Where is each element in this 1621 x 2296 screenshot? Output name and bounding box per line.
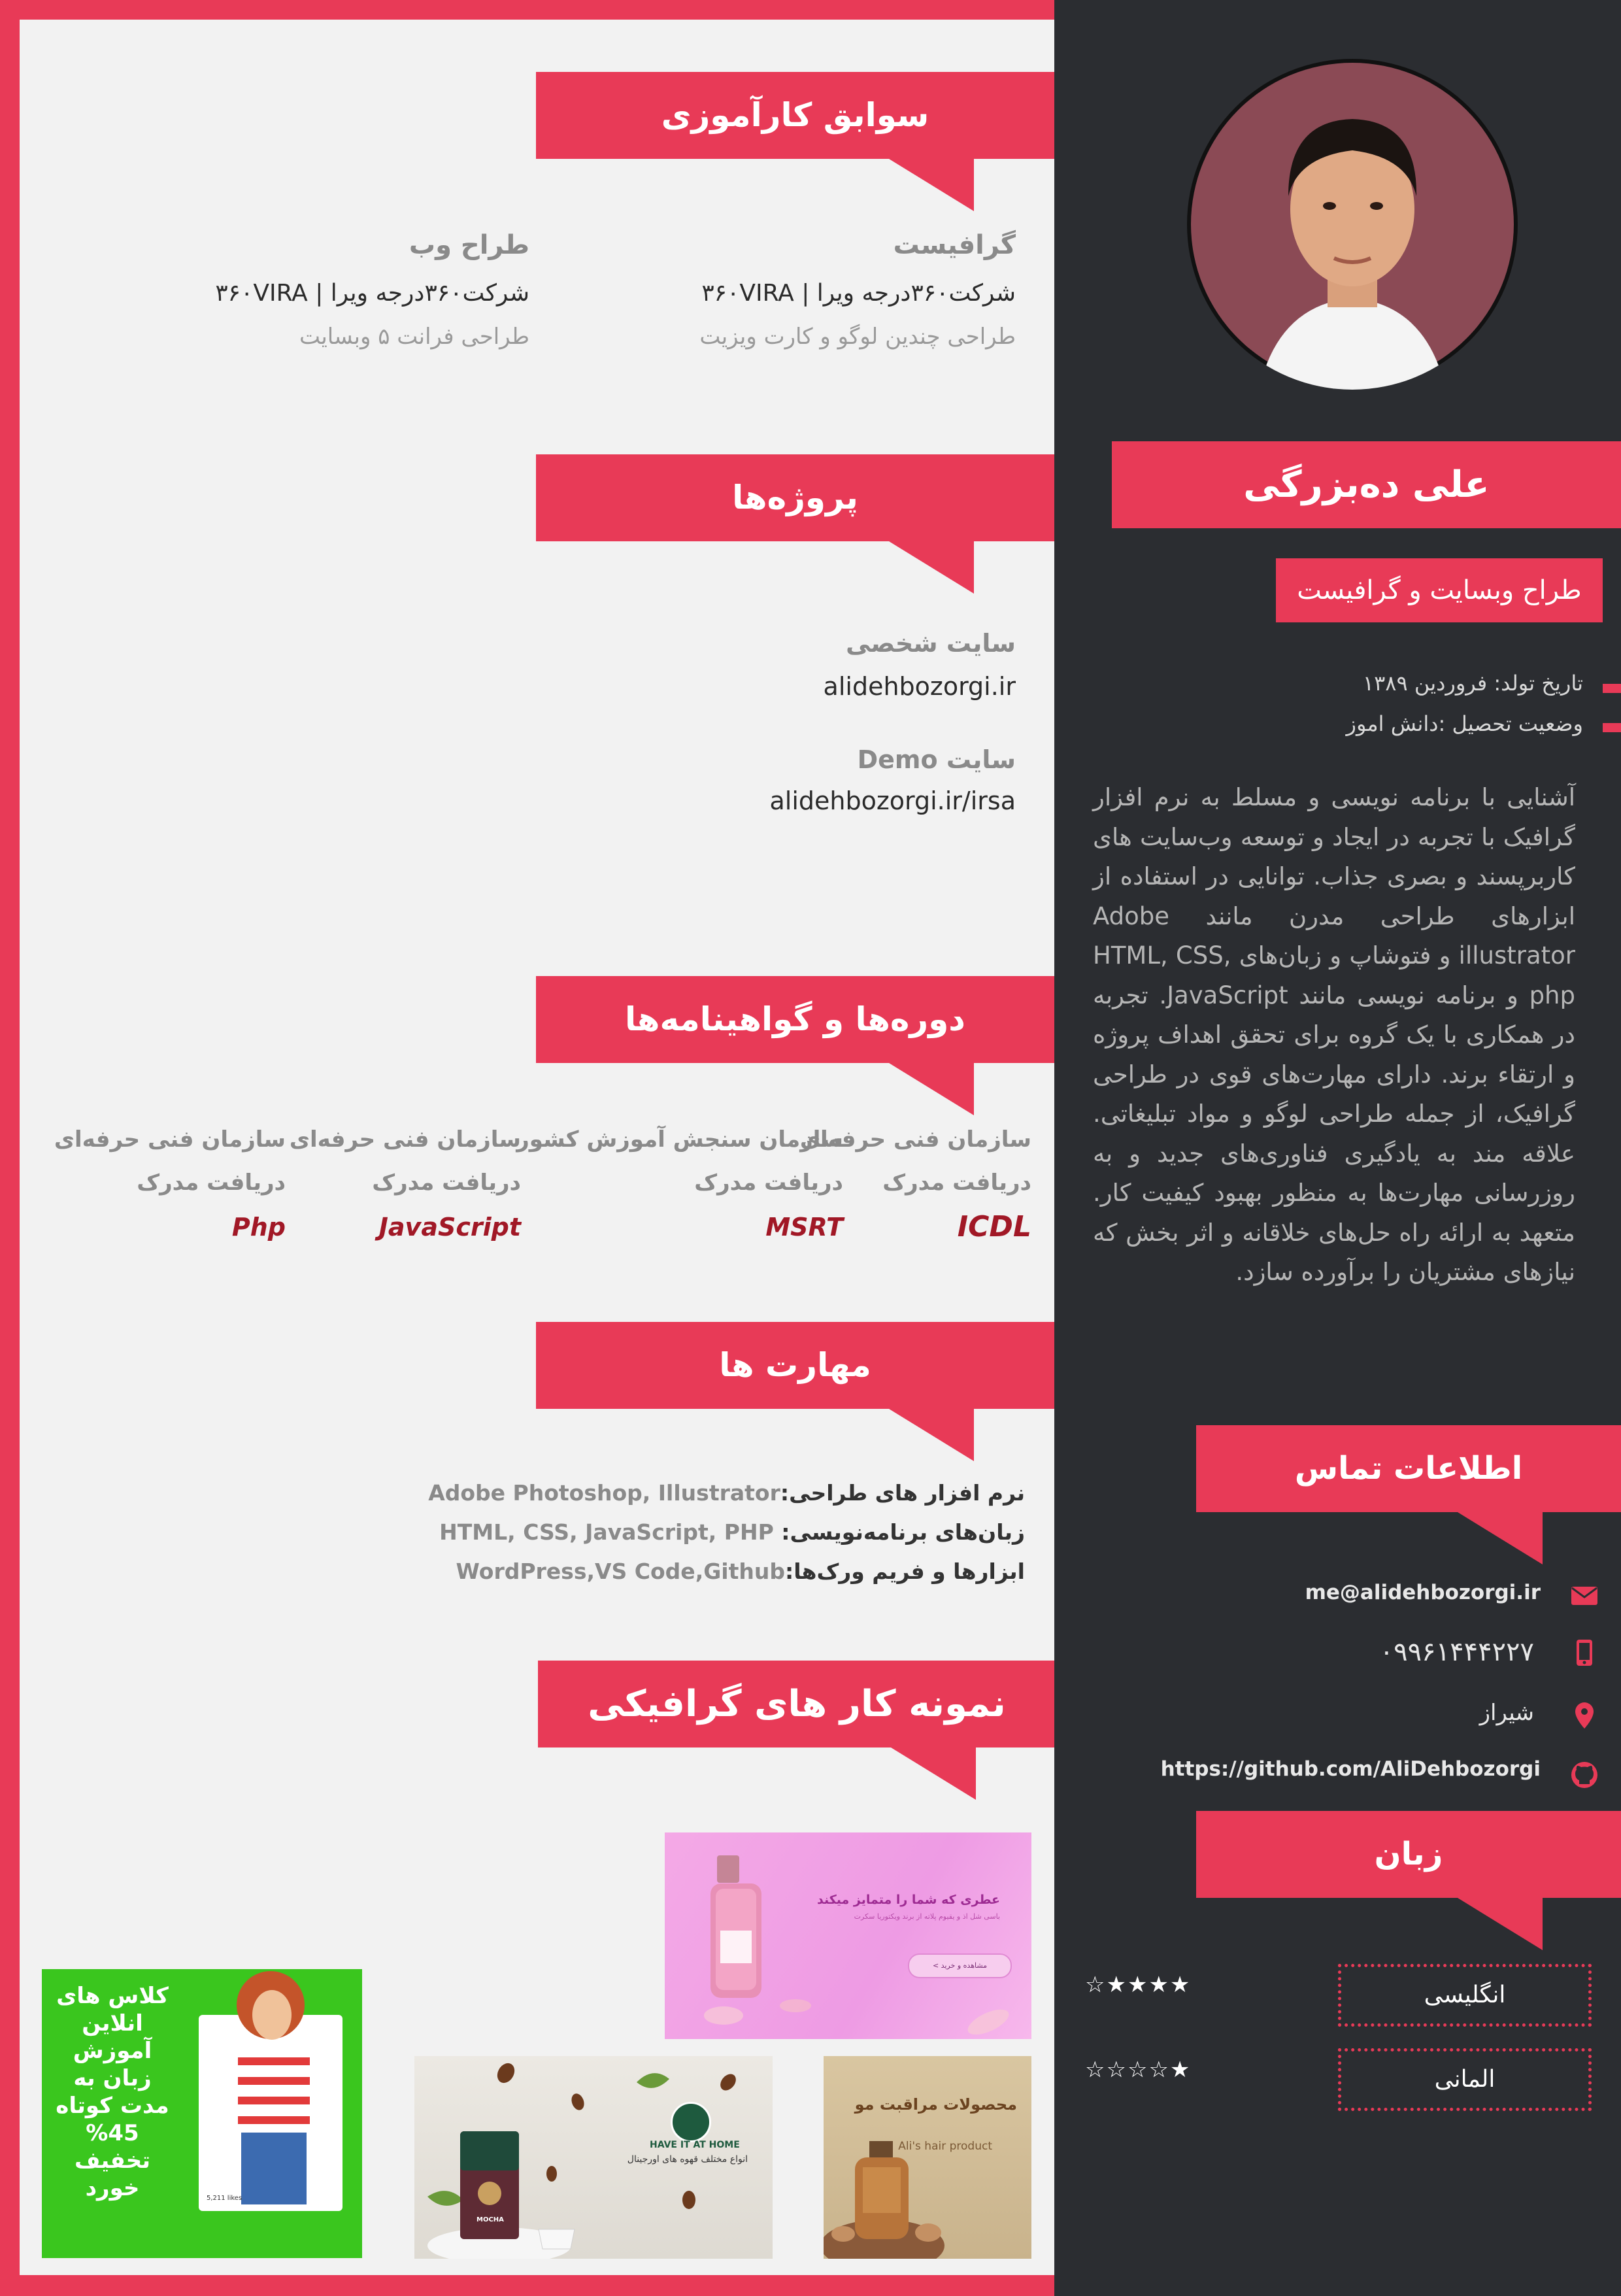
profile-role: طراح وبسایت و گرافیست <box>1297 575 1582 605</box>
course-item <box>516 1118 843 1250</box>
job-title: گرافیست <box>893 230 1016 260</box>
projects-heading: پروژه‌ها <box>732 479 858 516</box>
bullet-icon <box>1603 684 1621 693</box>
job-company: شرکت۳۶۰درجه ویرا | ۳۶۰VIRA <box>215 280 529 307</box>
about-text: آشنایی با برنامه نویسی و مسلط به نرم افزار گرافیک با تجربه در ایجاد و توسعه وب‌سایت های کاربرپسند و بصری جذاب. توانایی در استفاده از ابزارهای طراحی مدرن مانند Adobe illustrator و فتوشاپ و زبان‌های HTML, CSS, php و برنامه نویسی مانند JavaScript. تجربه در همکاری با یک گروه برای تحقق اهداف پروژه و ارتقاء برند. دارای مهارت‌های قوی در طراحی گرافیک، از جمله طراحی لوگو و مواد تبلیغاتی. علاقه مند به یادگیری فناوری‌های جدید و به روزرسانی مهارت‌ها به منظور بهبود کیفیت کار. متعهد به ارائه راه حل‌های خلاقانه و اثر بخش که نیازهای مشتریان را برآورده سازد. <box>1093 783 1575 1286</box>
birth-date: تاریخ تولد: فروردین ۱۳۸۹ <box>1362 671 1583 696</box>
project-link[interactable]: alidehbozorgi.ir <box>823 672 1016 701</box>
starbucks-logo-icon <box>671 2102 711 2142</box>
job-company: شرکت۳۶۰درجه ویرا | ۳۶۰VIRA <box>701 280 1016 307</box>
project-title: سایت Demo <box>857 745 1016 774</box>
skill-label: زبان‌های برنامه‌نویسی <box>790 1519 1025 1545</box>
perfume-sample[interactable] <box>665 1832 1031 2039</box>
perfume-button[interactable]: مشاهده و خرید > <box>908 1953 1012 1978</box>
experience-banner <box>536 72 1054 159</box>
contact-github[interactable]: https://github.com/AliDehbozorgi <box>1160 1757 1541 1781</box>
projects-banner-tail <box>889 541 974 594</box>
language-banner-tail <box>1458 1898 1543 1950</box>
skill-tools: HTML, CSS, JavaScript, PHP <box>439 1519 774 1545</box>
experience-banner-tail <box>889 159 974 211</box>
skills-banner <box>536 1322 1054 1409</box>
course-org: سازمان فنی حرفه‌ای <box>289 1126 521 1153</box>
name-banner <box>1112 441 1621 528</box>
location-icon <box>1570 1701 1599 1730</box>
perfume-headline: عطری که شما را متمایز میکند <box>816 1893 1000 1907</box>
course-type: دریافت مدرک <box>372 1170 521 1196</box>
course-org: سازمان سنجش آموزش کشور <box>516 1126 843 1153</box>
job-description: طراحی فرانت ۵ وبسایت <box>299 324 529 350</box>
hair-headline: محصولات مراقبت مو <box>854 2095 1017 2114</box>
contact-heading: اطلاعات تماس <box>1294 1450 1523 1487</box>
role-box <box>1276 558 1603 622</box>
course-name: MSRT <box>765 1213 843 1241</box>
skills-banner-tail <box>889 1409 974 1461</box>
skills-heading: مهارت ها <box>719 1346 871 1384</box>
hair-sub: Ali's hair product <box>898 2140 992 2153</box>
hair-bottle-icon <box>824 2056 1031 2259</box>
education-status: وضعیت تحصیل :دانش اموز <box>1346 711 1583 736</box>
skill-label: ابزارها و فریم ورک‌ها <box>794 1559 1025 1584</box>
coffee-headline: HAVE IT AT HOME <box>650 2140 740 2150</box>
phone-icon <box>1570 1638 1599 1667</box>
email-icon <box>1570 1581 1599 1610</box>
job-title: طراح وب <box>409 230 529 260</box>
samples-banner-tail <box>891 1747 976 1800</box>
language-class-text: کلاس های انلاین آموزش زبان به مدت کوتاه 45% تخفیف خورد <box>56 1983 169 2201</box>
course-type: دریافت مدرک <box>882 1170 1031 1196</box>
perfume-sub: باسی شل اذ و یقیوم پلاته از برند ویکتوریا سکرت <box>854 1912 1000 1921</box>
coffee-sample[interactable] <box>414 2056 773 2259</box>
language-name: انگلیسی <box>1424 1982 1506 2008</box>
course-type: دریافت مدرک <box>137 1170 286 1196</box>
coffee-sub: انواع مختلف قهوه های اورجینال <box>627 2154 748 2165</box>
person-avatar-icon <box>1187 59 1518 390</box>
course-name: Php <box>231 1213 286 1241</box>
course-name: JavaScript <box>378 1213 521 1241</box>
course-org: سازمان فنی حرفه‌ای <box>54 1126 286 1153</box>
bullet-icon <box>1603 723 1621 732</box>
contact-email[interactable]: me@alidehbozorgi.ir <box>1305 1581 1541 1604</box>
samples-heading: نمونه کار های گرافیکی <box>588 1683 1006 1725</box>
course-name: ICDL <box>957 1210 1031 1243</box>
rating-stars-icon: ☆★★★★ <box>1085 1972 1192 1998</box>
contact-city: شیراز <box>1479 1700 1534 1726</box>
project-link[interactable]: alidehbozorgi.ir/irsa <box>769 786 1016 815</box>
rating-stars-icon: ☆☆☆☆★ <box>1085 2057 1192 2083</box>
skill-label: نرم افزار های طراحی <box>789 1480 1025 1506</box>
github-icon <box>1570 1761 1599 1789</box>
course-item <box>289 1118 521 1250</box>
woman-photo-icon <box>42 1969 362 2258</box>
courses-banner-tail <box>889 1063 974 1115</box>
language-english <box>1338 1964 1592 2027</box>
language-heading: زبان <box>1374 1836 1443 1872</box>
hair-sample[interactable] <box>824 2056 1031 2259</box>
course-item <box>54 1118 286 1250</box>
profile-name: علی ده‌بزرگی <box>1243 464 1490 506</box>
job-description: طراحی چندین لوگو و کارت ویزیت <box>699 324 1016 350</box>
likes-count: 5,211 likes <box>207 2195 242 2202</box>
language-banner <box>1196 1811 1621 1898</box>
profile-photo <box>1187 59 1518 390</box>
perfume-bottle-icon <box>665 1832 1031 2039</box>
skill-line: نرم افزار های طراحی:Adobe Photoshop, Illustrator <box>428 1480 1025 1506</box>
projects-banner <box>536 454 1054 541</box>
contact-banner <box>1196 1425 1621 1512</box>
skill-line: زبان‌های برنامه‌نویسی: HTML, CSS, JavaScript, PHP <box>439 1519 1025 1545</box>
coffee-pack-label: MOCHA <box>476 2216 504 2223</box>
courses-banner <box>536 976 1054 1063</box>
samples-banner <box>538 1661 1056 1747</box>
skill-tools: WordPress,VS Code,Github <box>456 1559 786 1584</box>
skill-line: ابزارها و فریم ورک‌ها:WordPress,VS Code,Github <box>456 1559 1025 1584</box>
course-type: دریافت مدرک <box>694 1170 843 1196</box>
skill-tools: Adobe Photoshop, Illustrator <box>428 1480 780 1506</box>
language-name: المانی <box>1434 2066 1496 2093</box>
language-german <box>1338 2048 1592 2111</box>
experience-heading: سوابق کارآموزی <box>661 96 929 134</box>
project-title: سایت شخصی <box>845 629 1016 658</box>
contact-banner-tail <box>1458 1512 1543 1564</box>
language-class-sample[interactable] <box>42 1969 362 2258</box>
courses-heading: دوره‌ها و گواهینامه‌ها <box>625 1000 965 1038</box>
course-org: سازمان فنی حرفه‌ای <box>799 1126 1031 1153</box>
contact-phone[interactable]: ۰۹۹۶۱۴۴۴۲۲۷ <box>1379 1637 1534 1667</box>
